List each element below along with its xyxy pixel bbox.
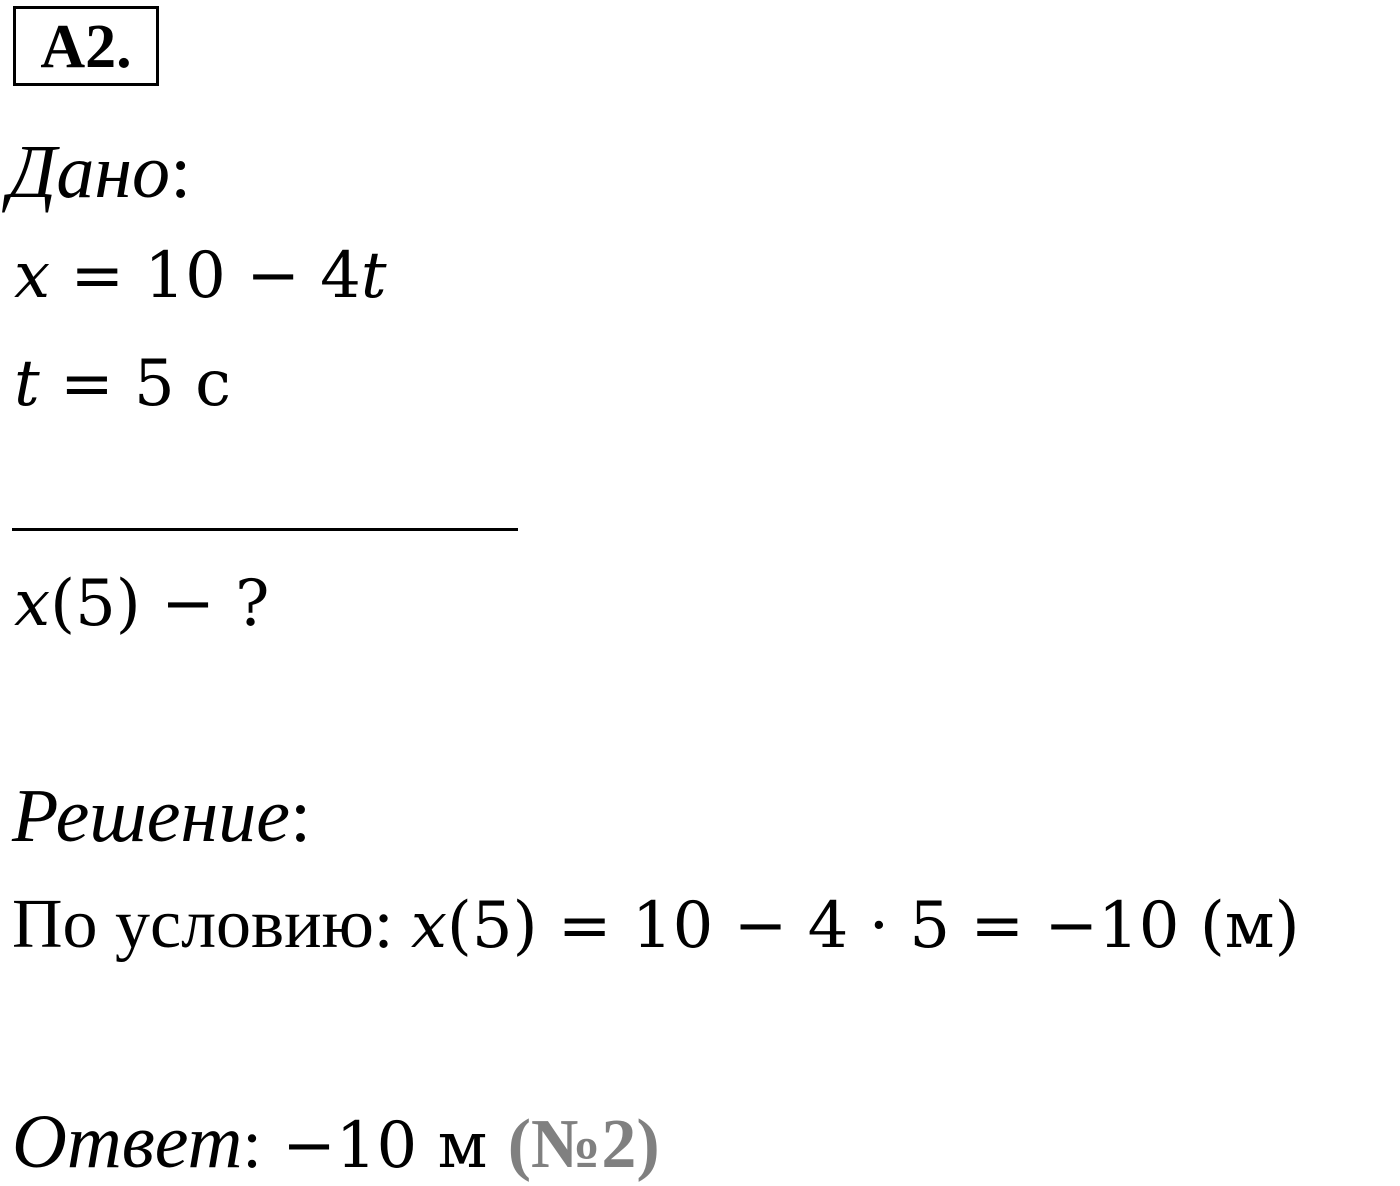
- solution-expression: (5) = 10 − 4 · 5 = −10 (м): [446, 889, 1300, 963]
- find-var: x: [14, 567, 51, 641]
- problem-number: А2.: [40, 13, 132, 81]
- equation-1-rhs-var: t: [360, 239, 387, 313]
- answer-reference: (№2): [507, 1106, 660, 1183]
- equation-2-rhs: = 5 с: [39, 347, 231, 421]
- find-expression: [14, 567, 270, 641]
- given-heading: [8, 130, 192, 214]
- equation-2-lhs: t: [14, 347, 40, 421]
- solution-var: x: [410, 889, 447, 963]
- solution-label: Решение: [12, 774, 290, 858]
- equation-1-lhs: x: [14, 239, 51, 313]
- answer-row: [12, 1100, 660, 1184]
- answer-value: −10 м: [261, 1109, 508, 1183]
- answer-colon: :: [242, 1106, 262, 1183]
- equation-1-rhs-prefix: = 10 − 4: [50, 239, 361, 313]
- problem-number-box: [13, 6, 159, 86]
- solution-colon: :: [289, 774, 312, 858]
- given-divider-line: [12, 528, 518, 531]
- solution-heading: [12, 774, 312, 858]
- given-colon: :: [170, 130, 192, 214]
- given-equation-2: [14, 347, 231, 421]
- find-rest: (5) − ?: [50, 567, 270, 641]
- solution-line: [12, 886, 1300, 963]
- given-equation-1: [14, 239, 387, 313]
- given-label: Дано: [8, 130, 171, 214]
- solution-prefix: По условию:: [12, 886, 411, 963]
- answer-label: Ответ: [12, 1100, 243, 1184]
